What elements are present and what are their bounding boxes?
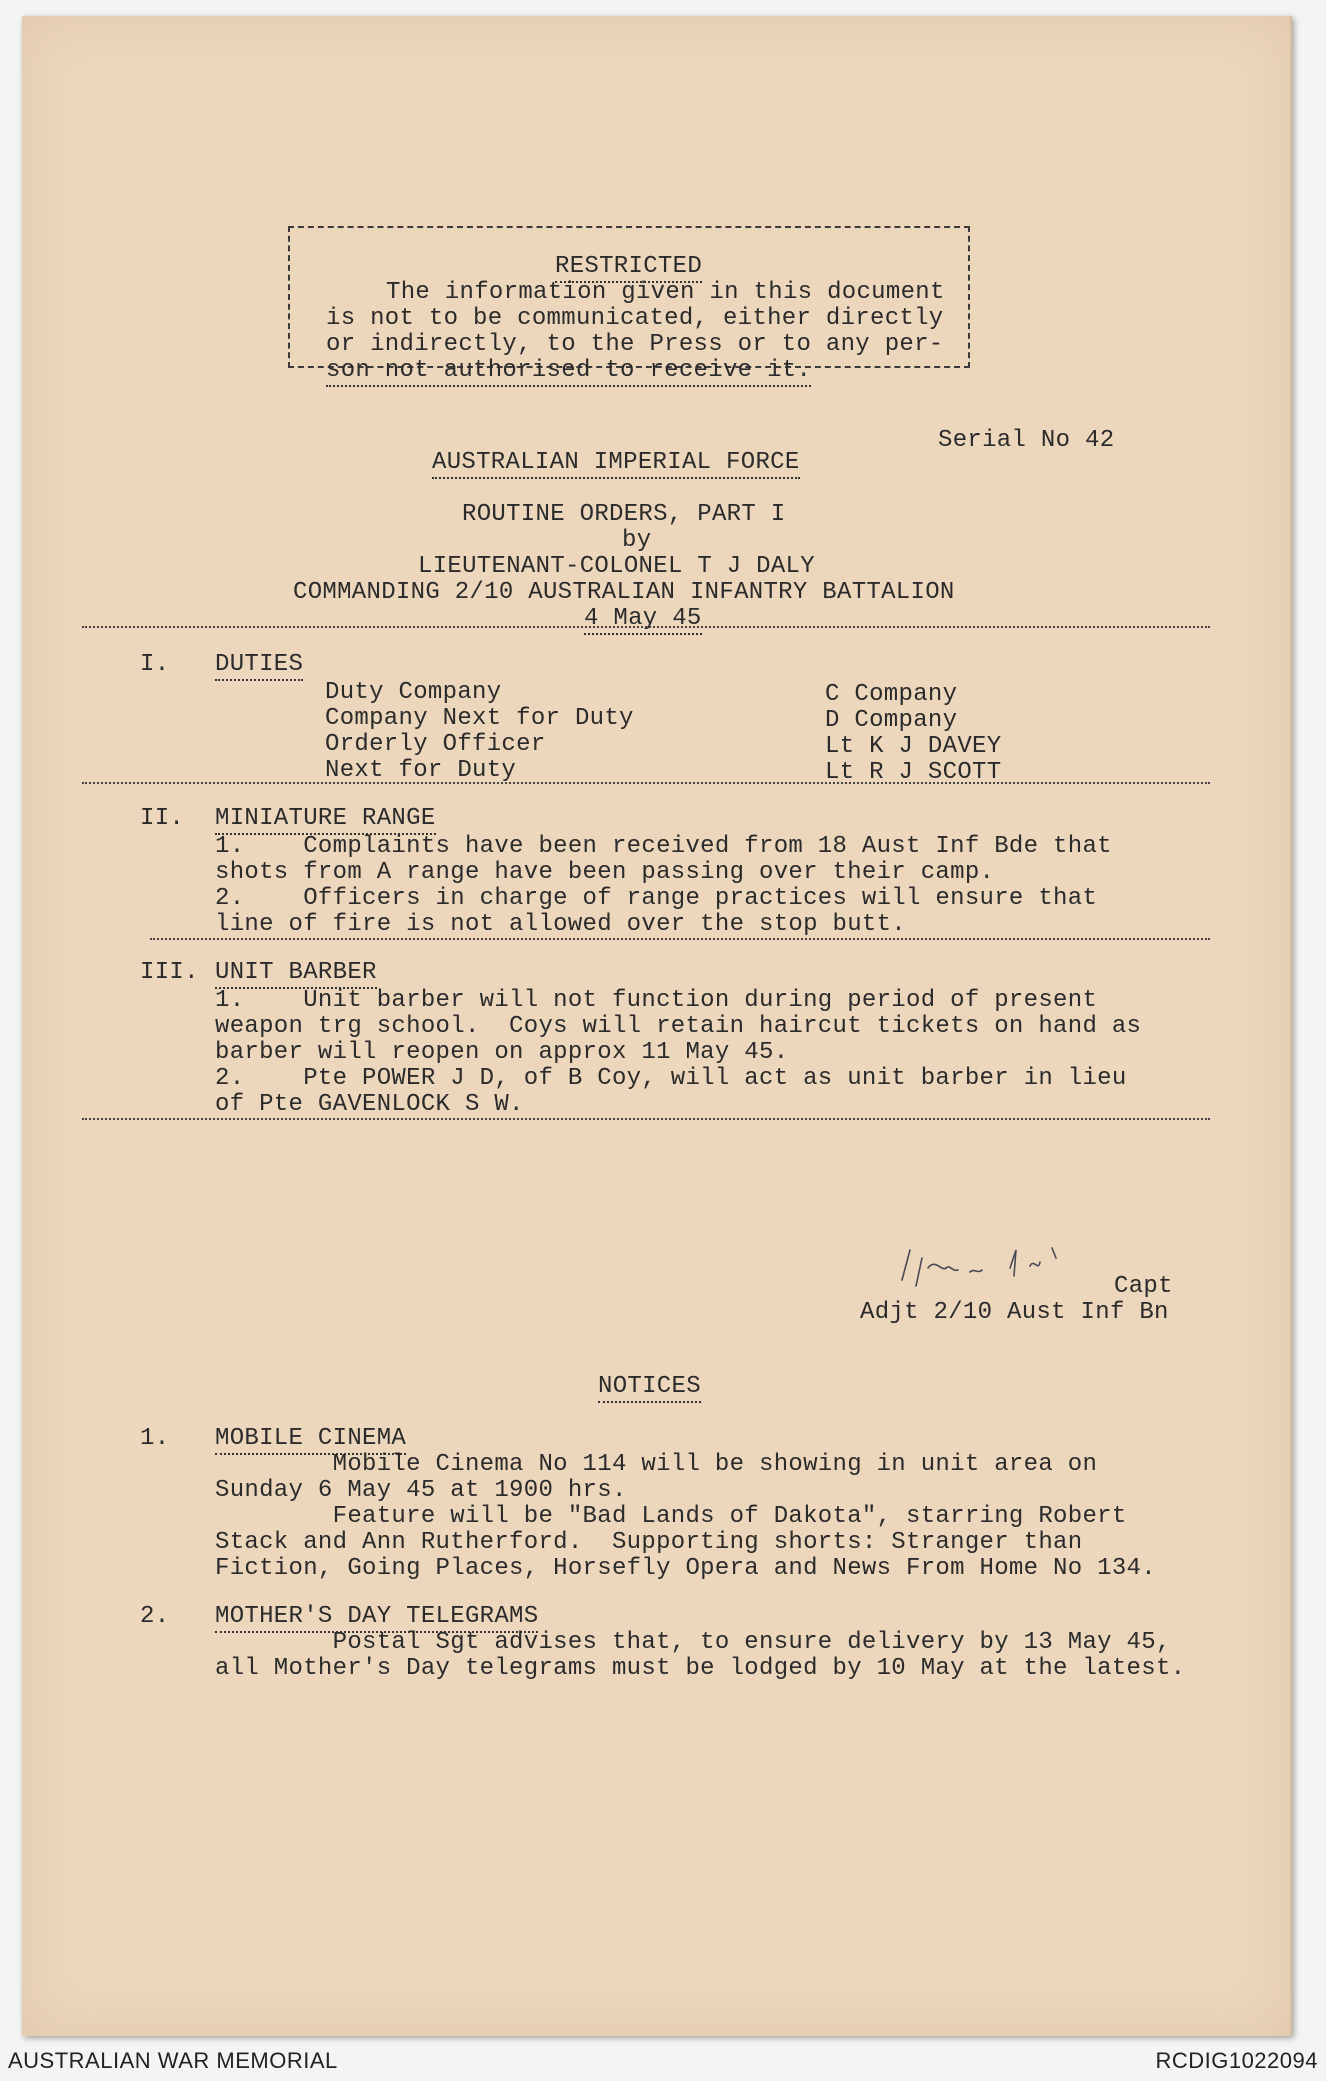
- signatory-rank: Capt: [1114, 1273, 1173, 1300]
- barber-line-2: weapon trg school. Coys will retain haircut tickets on hand as: [215, 1013, 1142, 1040]
- range-numeral: II.: [140, 805, 185, 832]
- battalion-line: COMMANDING 2/10 AUSTRALIAN INFANTRY BATTALION: [293, 579, 955, 606]
- duty-value-4: Lt R J SCOTT: [825, 759, 1002, 786]
- footer-archive-name: AUSTRALIAN WAR MEMORIAL: [8, 2048, 338, 2073]
- restricted-line-2: is not to be communicated, either directly: [326, 305, 944, 332]
- notice-1-line-1: Mobile Cinema No 114 will be showing in unit area on: [215, 1451, 1098, 1478]
- barber-numeral: III.: [140, 959, 199, 986]
- range-line-1: 1. Complaints have been received from 18 Aust Inf Bde that: [215, 833, 1112, 860]
- duty-value-3: Lt K J DAVEY: [825, 733, 1002, 760]
- notice-1-line-2: Sunday 6 May 45 at 1900 hrs.: [215, 1477, 627, 1504]
- commanding-officer: LIEUTENANT-COLONEL T J DALY: [418, 553, 815, 580]
- notice-2-line-2: all Mother's Day telegrams must be lodged by 10 May at the latest.: [215, 1655, 1186, 1682]
- range-title: MINIATURE RANGE: [215, 806, 436, 835]
- force-heading: AUSTRALIAN IMPERIAL FORCE: [432, 450, 800, 479]
- orders-heading: ROUTINE ORDERS, PART I: [462, 501, 786, 528]
- serial-number: Serial No 42: [938, 427, 1115, 454]
- section-divider: [82, 782, 1210, 784]
- order-date: 4 May 45: [584, 606, 702, 635]
- notice-1-line-3: Feature will be "Bad Lands of Dakota", starring Robert: [215, 1503, 1127, 1530]
- by-line: by: [622, 527, 652, 554]
- section-divider: [82, 1118, 1210, 1120]
- duties-title: DUTIES: [215, 652, 303, 681]
- barber-line-3: barber will reopen on approx 11 May 45.: [215, 1039, 789, 1066]
- duty-value-1: C Company: [825, 681, 958, 708]
- handwritten-signature: [880, 1228, 1130, 1298]
- notices-title: NOTICES: [598, 1374, 701, 1403]
- duty-role-2: Company Next for Duty: [325, 705, 634, 732]
- notice-1-number: 1.: [140, 1425, 170, 1452]
- duty-role-1: Duty Company: [325, 679, 502, 706]
- duty-value-2: D Company: [825, 707, 958, 734]
- section-divider: [82, 626, 1210, 628]
- duty-role-4: Next for Duty: [325, 757, 517, 784]
- range-line-3: 2. Officers in charge of range practices will ensure that: [215, 885, 1098, 912]
- notice-1-title: MOBILE CINEMA: [215, 1426, 406, 1455]
- duties-numeral: I.: [140, 651, 170, 678]
- restricted-line-1: The information given in this document: [386, 279, 945, 306]
- barber-line-4: 2. Pte POWER J D, of B Coy, will act as unit barber in lieu: [215, 1065, 1127, 1092]
- range-line-4: line of fire is not allowed over the stop butt.: [215, 911, 907, 938]
- signatory-appointment: Adjt 2/10 Aust Inf Bn: [860, 1299, 1169, 1326]
- notice-2-number: 2.: [140, 1603, 170, 1630]
- footer-record-id: RCDIG1022094: [1155, 2048, 1318, 2073]
- range-line-2: shots from A range have been passing over their camp.: [215, 859, 995, 886]
- barber-line-5: of Pte GAVENLOCK S W.: [215, 1091, 524, 1118]
- barber-line-1: 1. Unit barber will not function during period of present: [215, 987, 1098, 1014]
- notice-2-title: MOTHER'S DAY TELEGRAMS: [215, 1604, 538, 1633]
- notice-1-line-5: Fiction, Going Places, Horsefly Opera and News From Home No 134.: [215, 1555, 1156, 1582]
- barber-title: UNIT BARBER: [215, 960, 377, 989]
- notice-2-line-1: Postal Sgt advises that, to ensure delivery by 13 May 45,: [215, 1629, 1171, 1656]
- restricted-line-3: or indirectly, to the Press or to any per-: [326, 331, 944, 358]
- notice-1-line-4: Stack and Ann Rutherford. Supporting shorts: Stranger than: [215, 1529, 1083, 1556]
- restricted-line-4: son not authorised to receive it.: [326, 358, 811, 387]
- section-divider: [150, 938, 1210, 940]
- restricted-heading: RESTRICTED: [555, 254, 702, 283]
- duty-role-3: Orderly Officer: [325, 731, 546, 758]
